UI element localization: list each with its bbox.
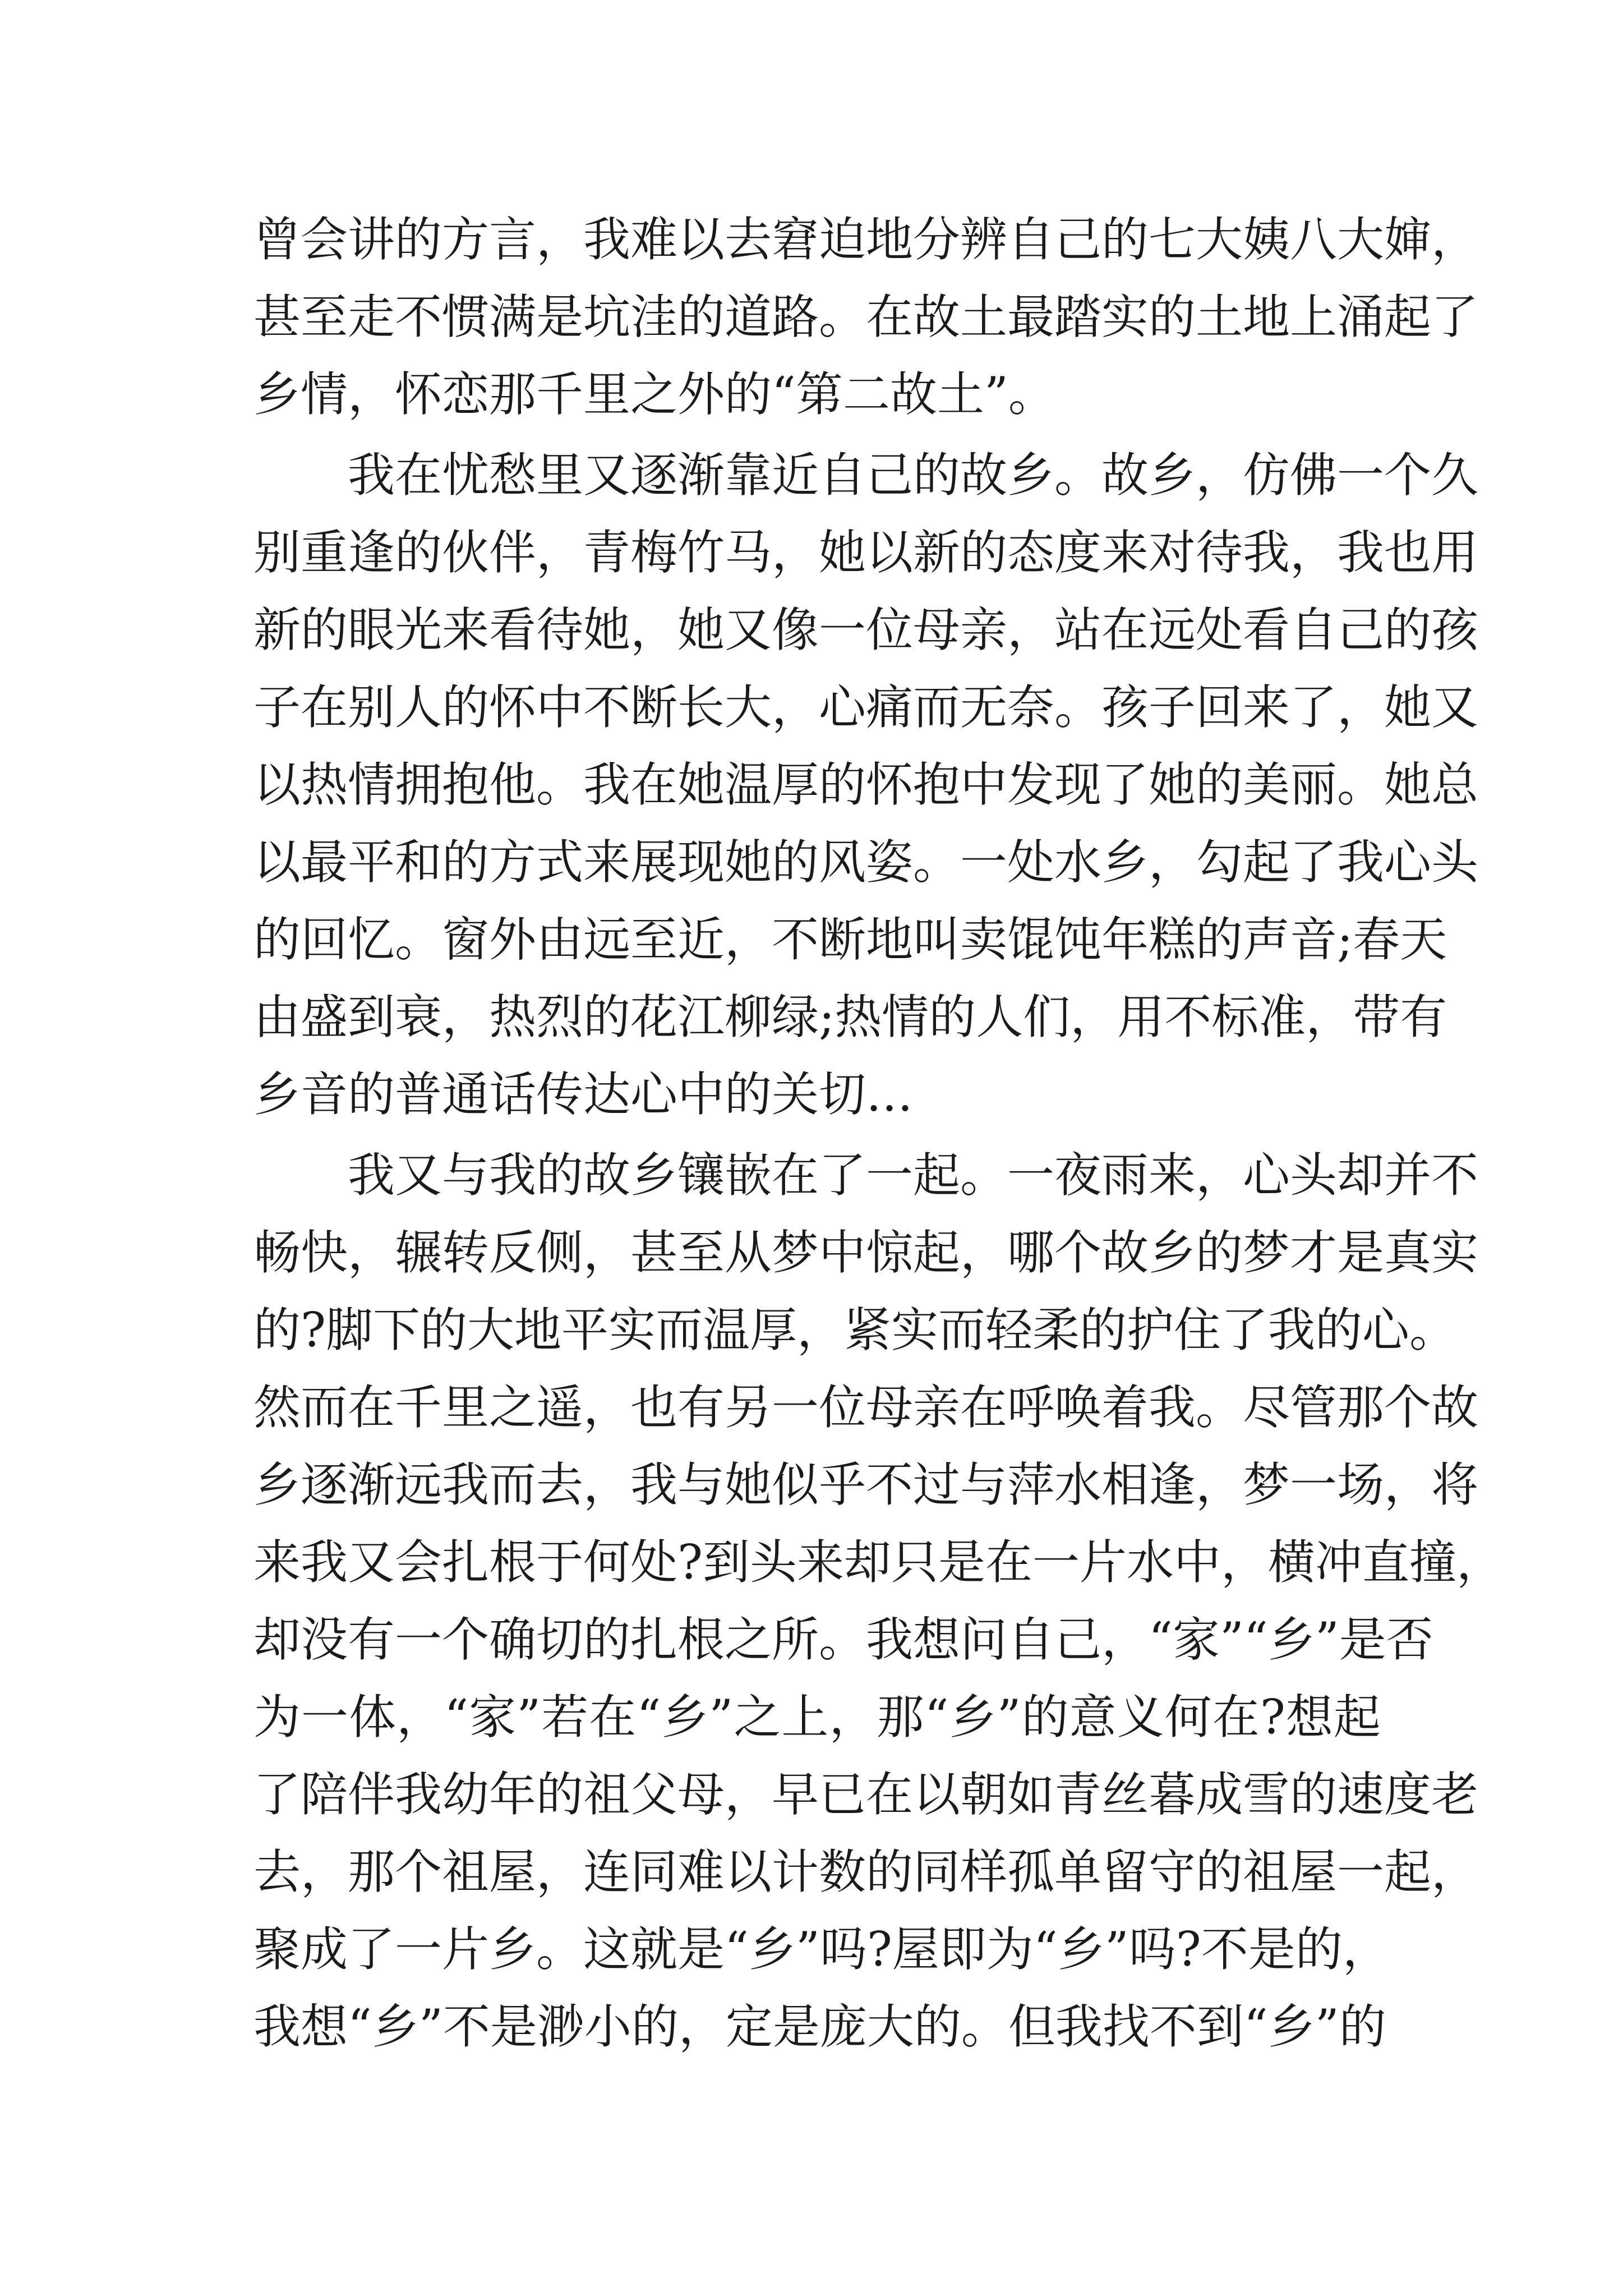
text-line: 却没有一个确切的扎根之所。我想问自己，“家”“乡”是否 xyxy=(253,1612,1433,1667)
text-line: 我想“乡”不是渺小的，定是庞大的。但我找不到“乡”的 xyxy=(253,1999,1386,2054)
text-line: 别重逢的伙伴，青梅竹马，她以新的态度来对待我，我也用 xyxy=(253,525,1479,580)
text-line: 由盛到衰，热烈的花江柳绿;热情的人们，用不标准，带有 xyxy=(253,990,1447,1045)
text-line: 畅快，辗转反侧，甚至从梦中惊起，哪个故乡的梦才是真实 xyxy=(253,1225,1479,1280)
text-line: 曾会讲的方言，我难以去窘迫地分辨自己的七大姨八大婶， xyxy=(253,212,1479,267)
text-line: 来我又会扎根于何处?到头来却只是在一片水中，横冲直撞， xyxy=(253,1535,1504,1590)
text-line: 的回忆。窗外由远至近，不断地叫卖馄饨年糕的声音;春天 xyxy=(253,912,1447,967)
text-line: 乡逐渐远我而去，我与她似乎不过与萍水相逢，梦一场，将 xyxy=(253,1457,1479,1512)
text-line: 聚成了一片乡。这就是“乡”吗?屋即为“乡”吗?不是的， xyxy=(253,1922,1390,1977)
text-line: 然而在千里之遥，也有另一位母亲在呼唤着我。尽管那个故 xyxy=(253,1380,1479,1435)
text-line: 甚至走不惯满是坑洼的道路。在故土最踏实的土地上涌起了 xyxy=(253,289,1479,344)
document-body xyxy=(253,201,1504,2069)
text-line: 新的眼光来看待她，她又像一位母亲，站在远处看自己的孩 xyxy=(253,602,1479,657)
text-line: 的?脚下的大地平实而温厚，紧实而轻柔的护住了我的心。 xyxy=(253,1303,1457,1358)
text-line: 为一体，“家”若在“乡”之上，那“乡”的意义何在?想起 xyxy=(253,1690,1381,1745)
text-line: 以最平和的方式来展现她的风姿。一处水乡，勾起了我心头 xyxy=(253,835,1479,890)
text-line: 乡情，怀恋那千里之外的“第二故土”。 xyxy=(253,367,1055,422)
text-line: 乡音的普通话传达心中的关切… xyxy=(253,1067,914,1122)
paragraph-3 xyxy=(253,1137,1504,2065)
paragraph-1 xyxy=(253,201,1479,433)
text-line: 子在别人的怀中不断长大，心痛而无奈。孩子回来了，她又 xyxy=(253,680,1479,735)
text-line: 了陪伴我幼年的祖父母，早已在以朝如青丝暮成雪的速度老 xyxy=(253,1767,1479,1822)
text-line: 以热情拥抱他。我在她温厚的怀抱中发现了她的美丽。她总 xyxy=(253,757,1479,812)
text-line: 去，那个祖屋，连同难以计数的同样孤单留守的祖屋一起， xyxy=(253,1844,1479,1899)
paragraph-2 xyxy=(253,436,1479,1133)
text-line: 我在忧愁里又逐渐靠近自己的故乡。故乡，仿佛一个久 xyxy=(348,448,1479,503)
text-line: 我又与我的故乡镶嵌在了一起。一夜雨来，心头却并不 xyxy=(348,1148,1479,1203)
